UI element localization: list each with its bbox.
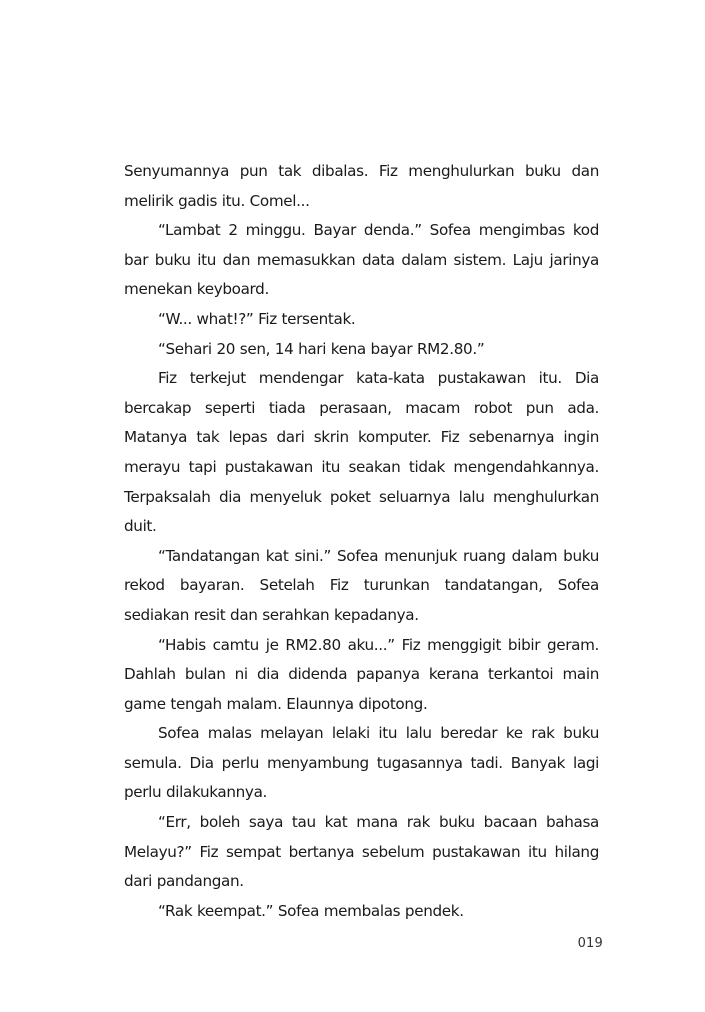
paragraph: “Tandatangan kat sini.” Sofea menunjuk ruang dalam buku rekod bayaran. Setelah Fiz turunkan tandatangan, Sofea sediakan resit dan serahkan kepadanya. xyxy=(124,546,599,624)
page-body xyxy=(124,157,599,926)
paragraph: Fiz terkejut mendengar kata-kata pustakawan itu. Dia bercakap seperti tiada perasaan, macam robot pun ada. Matanya tak lepas dari skrin komputer. Fiz sebenarnya ingin merayu tapi pustakawan itu seakan tidak mengendahkannya. Terpaksalah dia menyeluk poket seluarnya lalu menghulurkan duit. xyxy=(124,369,599,536)
paragraph: “Habis camtu je RM2.80 aku...” Fiz menggigit bibir geram. Dahlah bulan ni dia didenda papanya kerana terkantoi main game tengah malam. Elaunnya dipotong. xyxy=(124,635,599,713)
paragraph: Senyumannya pun tak dibalas. Fiz menghulurkan buku dan melirik gadis itu. Comel... xyxy=(124,162,599,210)
paragraph: Sofea malas melayan lelaki itu lalu beredar ke rak buku semula. Dia perlu menyambung tugasannya tadi. Banyak lagi perlu dilakukannya. xyxy=(124,724,599,802)
paragraph: “Sehari 20 sen, 14 hari kena bayar RM2.80.” xyxy=(158,339,485,358)
paragraph: “Err, boleh saya tau kat mana rak buku bacaan bahasa Melayu?” Fiz sempat bertanya sebelum pustakawan itu hilang dari pandangan. xyxy=(124,813,599,891)
paragraph: “W... what!?” Fiz tersentak. xyxy=(158,309,356,328)
paragraph: “Lambat 2 minggu. Bayar denda.” Sofea mengimbas kod bar buku itu dan memasukkan data dalam sistem. Laju jarinya menekan keyboard. xyxy=(124,221,599,299)
paragraph: “Rak keempat.” Sofea membalas pendek. xyxy=(158,901,464,920)
page-number: 019 xyxy=(577,936,603,951)
